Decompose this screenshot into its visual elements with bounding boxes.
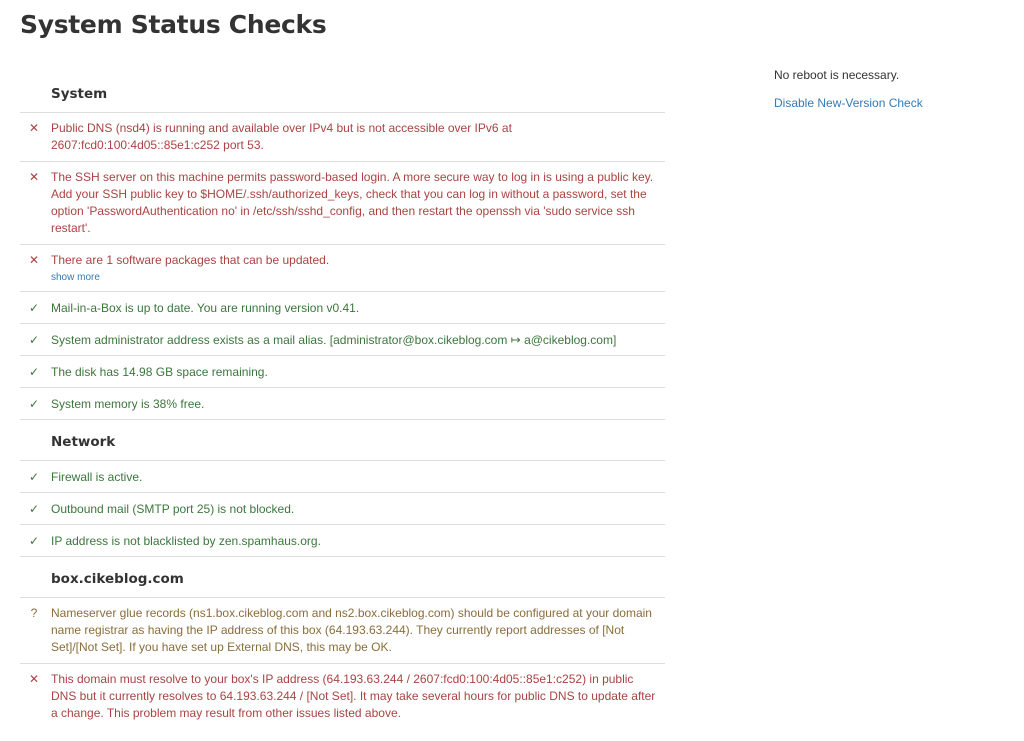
section-heading-system: System [20,76,665,113]
disable-version-check-link[interactable]: Disable New-Version Check [774,96,923,110]
status-message: Mail-in-a-Box is up to date. You are running version v0.41. [51,301,360,315]
reboot-status: No reboot is necessary. [774,68,900,82]
status-checks-list [20,76,665,729]
status-message: System memory is 38% free. [51,397,205,411]
status-row [20,664,665,729]
check-icon: ✓ [28,397,40,411]
error-x-icon: ✕ [28,170,40,184]
status-message: Outbound mail (SMTP port 25) is not blocked. [51,502,295,516]
error-x-icon: ✕ [28,121,40,135]
error-x-icon: ✕ [28,253,40,267]
check-icon: ✓ [28,333,40,347]
section-heading-domain: box.cikeblog.com [20,561,665,598]
status-row [20,324,665,356]
status-row [20,245,665,292]
status-message: Nameserver glue records (ns1.box.cikeblog.com and ns2.box.cikeblog.com) should be configured at your domain name registrar as having the IP address of this box (64.193.63.244). They currently report addresses of [Not Set]/[Not Set]. If you have set up External DNS, this may be OK. [51,606,652,654]
section-heading-network: Network [20,424,665,461]
show-more-link[interactable]: show more [51,272,100,283]
status-message: System administrator address exists as a mail alias. [administrator@box.cikeblog.com ↦ a@cikeblog.com] [51,333,617,347]
status-row [20,292,665,324]
check-icon: ✓ [28,534,40,548]
status-message: Public DNS (nsd4) is running and available over IPv4 but is not accessible over IPv6 at 2607:fcd0:100:4d05::85e1:c252 port 53. [51,121,512,152]
status-message: The SSH server on this machine permits password-based login. A more secure way to log in is using a public key. Add your SSH public key to $HOME/.ssh/authorized_keys, check that you can log in without a password, set the option 'PasswordAuthentication no' in /etc/ssh/sshd_config, and then restart the openssh via 'sudo service ssh restart'. [51,170,654,235]
status-row [20,598,665,664]
check-icon: ✓ [28,301,40,315]
status-row [20,113,665,162]
status-row [20,162,665,245]
status-message: This domain must resolve to your box's IP address (64.193.63.244 / 2607:fcd0:100:4d05::85e1:c252) in public DNS but it currently resolves to 64.193.63.244 / [Not Set]. It may take several hours for public DNS to update after a change. This problem may result from other issues listed above. [51,672,656,720]
page-title: System Status Checks [20,10,327,39]
check-icon: ✓ [28,365,40,379]
status-message: There are 1 software packages that can be updated. [51,253,330,267]
status-row [20,461,665,493]
check-icon: ✓ [28,470,40,484]
warning-question-icon: ? [30,606,38,620]
status-message: The disk has 14.98 GB space remaining. [51,365,268,379]
sidebar [774,68,1004,110]
status-row [20,388,665,420]
status-message: IP address is not blacklisted by zen.spamhaus.org. [51,534,321,548]
status-row [20,525,665,557]
status-row [20,356,665,388]
error-x-icon: ✕ [28,672,40,686]
status-message: Firewall is active. [51,470,143,484]
status-row [20,493,665,525]
check-icon: ✓ [28,502,40,516]
